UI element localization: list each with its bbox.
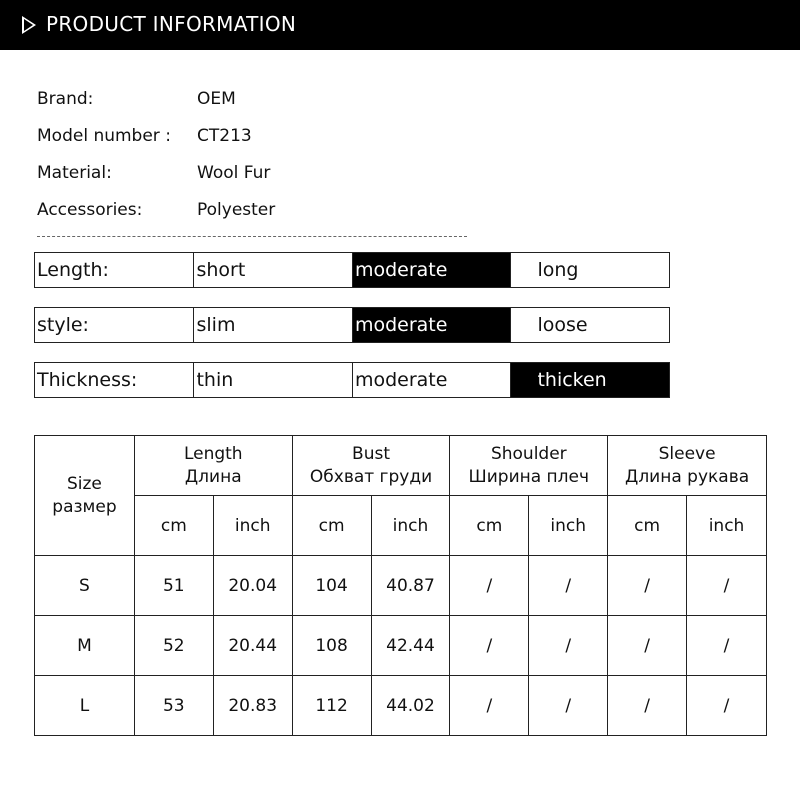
bust-header-cell bbox=[292, 436, 450, 496]
table-row bbox=[35, 616, 767, 676]
table-cell: 20.04 bbox=[213, 556, 292, 616]
table-row bbox=[35, 676, 767, 736]
table-cell: / bbox=[450, 676, 529, 736]
info-label: Model number : bbox=[37, 126, 171, 146]
size-table bbox=[34, 435, 767, 736]
info-row-brand bbox=[37, 89, 467, 126]
group-header-ru: Обхват груди bbox=[309, 466, 433, 487]
attribute-option: loose bbox=[510, 308, 669, 342]
attribute-option-selected: moderate bbox=[352, 253, 510, 287]
size-cell: M bbox=[35, 616, 135, 676]
attribute-row-length bbox=[34, 252, 670, 288]
unit-cell: inch bbox=[371, 496, 450, 556]
table-cell: 52 bbox=[134, 616, 213, 676]
size-table-header-row bbox=[35, 436, 767, 496]
table-cell: 20.83 bbox=[213, 676, 292, 736]
table-cell: / bbox=[608, 556, 687, 616]
group-header-en: Bust bbox=[352, 443, 391, 464]
table-cell: 108 bbox=[292, 616, 371, 676]
attribute-label: Length: bbox=[37, 259, 109, 281]
section-header bbox=[0, 0, 800, 50]
table-cell: / bbox=[608, 676, 687, 736]
table-cell: / bbox=[450, 556, 529, 616]
table-cell: 104 bbox=[292, 556, 371, 616]
info-value: CT213 bbox=[197, 126, 252, 146]
attribute-label: Thickness: bbox=[37, 369, 138, 391]
table-cell: / bbox=[608, 616, 687, 676]
attribute-label: style: bbox=[37, 314, 89, 336]
length-header-cell bbox=[134, 436, 292, 496]
table-cell: / bbox=[687, 556, 767, 616]
attribute-option: long bbox=[510, 253, 669, 287]
group-header-en: Sleeve bbox=[658, 443, 716, 464]
dashed-divider bbox=[37, 236, 467, 237]
table-cell: 44.02 bbox=[371, 676, 450, 736]
shoulder-header-cell bbox=[450, 436, 608, 496]
unit-cell: cm bbox=[292, 496, 371, 556]
attribute-option: thin bbox=[193, 363, 351, 397]
table-cell: 20.44 bbox=[213, 616, 292, 676]
info-label: Material: bbox=[37, 163, 112, 183]
group-header-ru: Длина bbox=[184, 466, 242, 487]
group-header-en: Length bbox=[183, 443, 243, 464]
table-cell: 40.87 bbox=[371, 556, 450, 616]
info-row-material bbox=[37, 163, 467, 200]
attribute-option: moderate bbox=[352, 363, 510, 397]
group-header-ru: Длина рукава bbox=[625, 466, 750, 487]
group-header-en: Shoulder bbox=[490, 443, 567, 464]
info-value: OEM bbox=[197, 89, 236, 109]
unit-cell: cm bbox=[134, 496, 213, 556]
table-cell: 112 bbox=[292, 676, 371, 736]
unit-cell: inch bbox=[529, 496, 608, 556]
size-cell: S bbox=[35, 556, 135, 616]
triangle-icon bbox=[22, 16, 36, 34]
info-value: Wool Fur bbox=[197, 163, 271, 183]
unit-cell: cm bbox=[608, 496, 687, 556]
unit-cell: cm bbox=[450, 496, 529, 556]
table-cell: / bbox=[450, 616, 529, 676]
info-label: Accessories: bbox=[37, 200, 143, 220]
table-cell: / bbox=[687, 676, 767, 736]
size-cell: L bbox=[35, 676, 135, 736]
table-row bbox=[35, 556, 767, 616]
table-cell: / bbox=[529, 556, 608, 616]
attribute-option: slim bbox=[193, 308, 351, 342]
table-cell: / bbox=[529, 616, 608, 676]
attribute-option-selected: thicken bbox=[510, 363, 669, 397]
attribute-row-thickness bbox=[34, 362, 670, 398]
unit-cell: inch bbox=[213, 496, 292, 556]
table-cell: / bbox=[687, 616, 767, 676]
table-cell: 53 bbox=[134, 676, 213, 736]
table-cell: 42.44 bbox=[371, 616, 450, 676]
unit-cell: inch bbox=[687, 496, 767, 556]
info-label: Brand: bbox=[37, 89, 94, 109]
attribute-option-selected: moderate bbox=[352, 308, 510, 342]
product-info-list bbox=[37, 89, 467, 237]
table-cell: / bbox=[529, 676, 608, 736]
info-row-model bbox=[37, 126, 467, 163]
group-header-ru: Ширина плеч bbox=[468, 466, 590, 487]
info-value: Polyester bbox=[197, 200, 276, 220]
section-title: PRODUCT INFORMATION bbox=[46, 12, 297, 36]
attribute-option: short bbox=[193, 253, 351, 287]
size-header-cell bbox=[35, 436, 135, 556]
size-table-unit-row bbox=[35, 496, 767, 556]
attribute-row-style bbox=[34, 307, 670, 343]
info-row-accessories bbox=[37, 200, 467, 237]
size-header-ru: размер bbox=[52, 496, 117, 517]
sleeve-header-cell bbox=[608, 436, 767, 496]
size-header-en: Size bbox=[66, 473, 102, 494]
table-cell: 51 bbox=[134, 556, 213, 616]
